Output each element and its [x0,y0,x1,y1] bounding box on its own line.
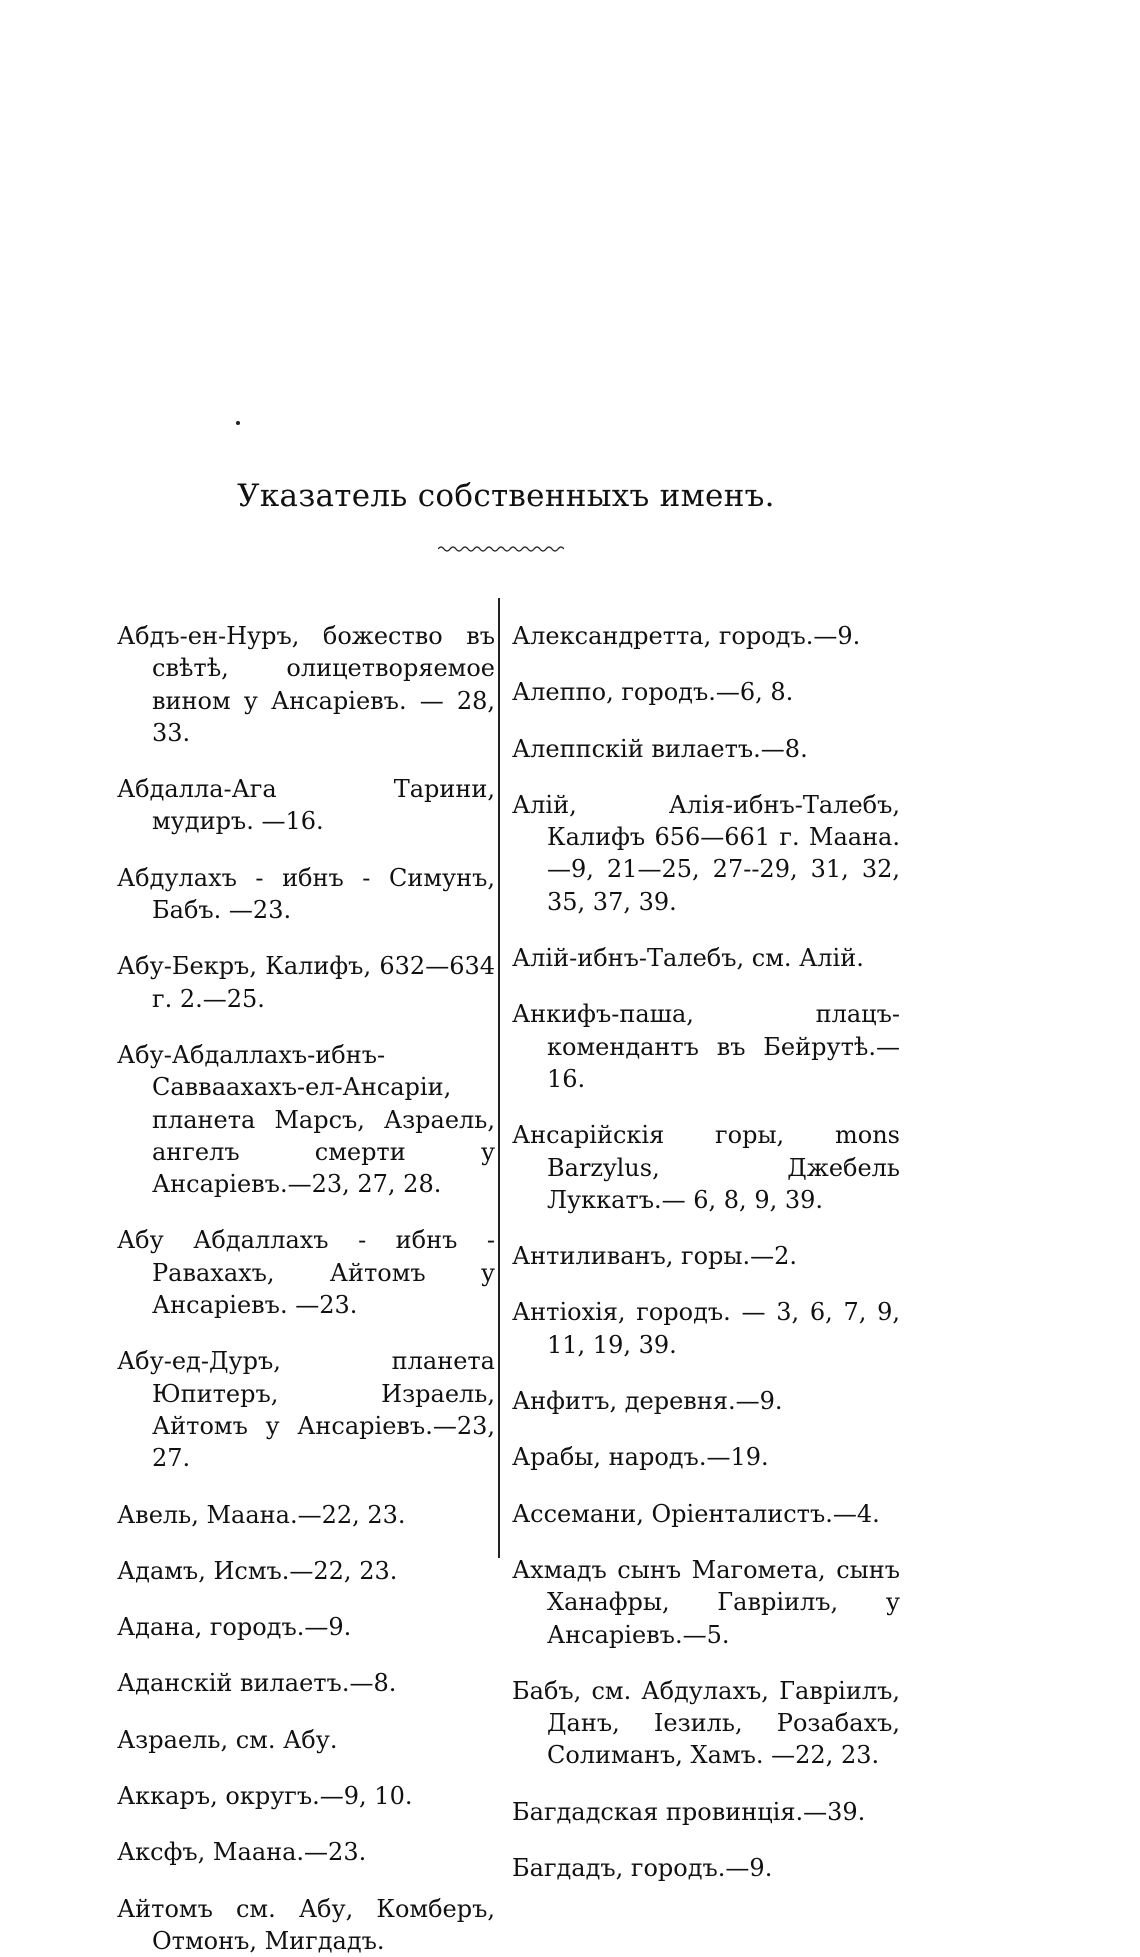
index-entry: Анкифъ-паша, плацъ-комендантъ въ Бейрутѣ.—16. [512,1000,900,1093]
index-entry: Абу-Бекръ, Калифъ, 632—634 г. 2.—25. [117,952,495,1013]
index-entry: Алеппскій вилаетъ.—8. [512,734,808,763]
index-entry: Абу Абдаллахъ - ибнъ - Равахахъ, Айтомъ у Ансаріевъ. —23. [117,1226,495,1320]
ink-speck [236,421,240,425]
index-entry: Александретта, городъ.—9. [512,622,861,650]
index-entry: Адана, городъ.—9. [117,1613,352,1642]
index-entry: Антіохія, городъ. — 3, 6, 7, 9, 11, 19, 39. [512,1298,900,1359]
page-title [0,478,1140,514]
index-entry: Аксфъ, Маана.—23. [117,1838,367,1867]
index-entry: Аданскій вилаетъ.—8. [117,1669,397,1698]
page-title-text: Указатель собственныхъ именъ. [237,478,775,514]
index-entry: Алеппо, городъ.—6, 8. [512,678,794,707]
index-entry: Азраель, см. Абу. [117,1725,338,1754]
index-entry: Айтомъ см. Абу, Комберъ, Отмонъ, Мигдадъ. [117,1894,495,1955]
index-entry: Арабы, народъ.—19. [512,1443,769,1472]
index-entry: Абу-Абдаллахъ-ибнъ-Савваахахъ-ел-Ансаріи, планета Марсъ, Азраель, ангелъ смерти у Ансаріевъ.—23, 27, 28. [117,1040,495,1199]
index-column-right [512,596,900,1884]
column-divider [498,598,500,1558]
index-entry: Аккаръ, округъ.—9, 10. [117,1782,413,1811]
wavy-ornament [438,544,564,554]
index-entry: Абу-ед-Дуръ, планета Юпитеръ, Израель, Айтомъ у Ансаріевъ.—23, 27. [117,1347,495,1473]
index-entry: Багдадъ, городъ.—9. [512,1854,773,1883]
index-entry: Бабъ, см. Абдулахъ, Гавріилъ, Данъ, Іезиль, Розабахъ, Солиманъ, Хамъ. —22, 23. [512,1676,900,1770]
index-entry: Багдадская провинція.—39. [512,1797,866,1826]
index-entry: Авель, Маана.—22, 23. [117,1500,406,1529]
index-entry: Абдулахъ - ибнъ - Симунъ, Бабъ. —23. [117,863,495,925]
index-column-left [117,596,495,1957]
index-entry: Алій, Алія-ибнъ-Талебъ, Калифъ 656—661 г. Маана. —9, 21—25, 27--29, 31, 32, 35, 37, 39. [512,790,900,916]
index-entry: Ансарійскія горы, mons Barzylus, Джебель Луккатъ.— 6, 8, 9, 39. [512,1121,900,1214]
index-entry: Алій-ибнъ-Талебъ, см. Алій. [512,944,864,973]
index-entry: Анфитъ, деревня.—9. [512,1387,783,1416]
index-entry: Адамъ, Исмъ.—22, 23. [117,1556,398,1585]
index-entry: Ахмадъ сынъ Магомета, сынъ Ханафры, Гавріилъ, у Ансаріевъ.—5. [512,1555,900,1649]
index-entry: Абдалла-Ага Тарини, мудиръ. —16. [117,775,495,836]
index-entry: Антиливанъ, горы.—2. [512,1242,798,1271]
index-entry: Ассемани, Оріенталистъ.—4. [512,1499,880,1528]
index-entry: Абдъ-ен-Нуръ, божество въ свѣтѣ, олицетворяемое вином у Ансаріевъ. — 28, 33. [117,622,495,747]
